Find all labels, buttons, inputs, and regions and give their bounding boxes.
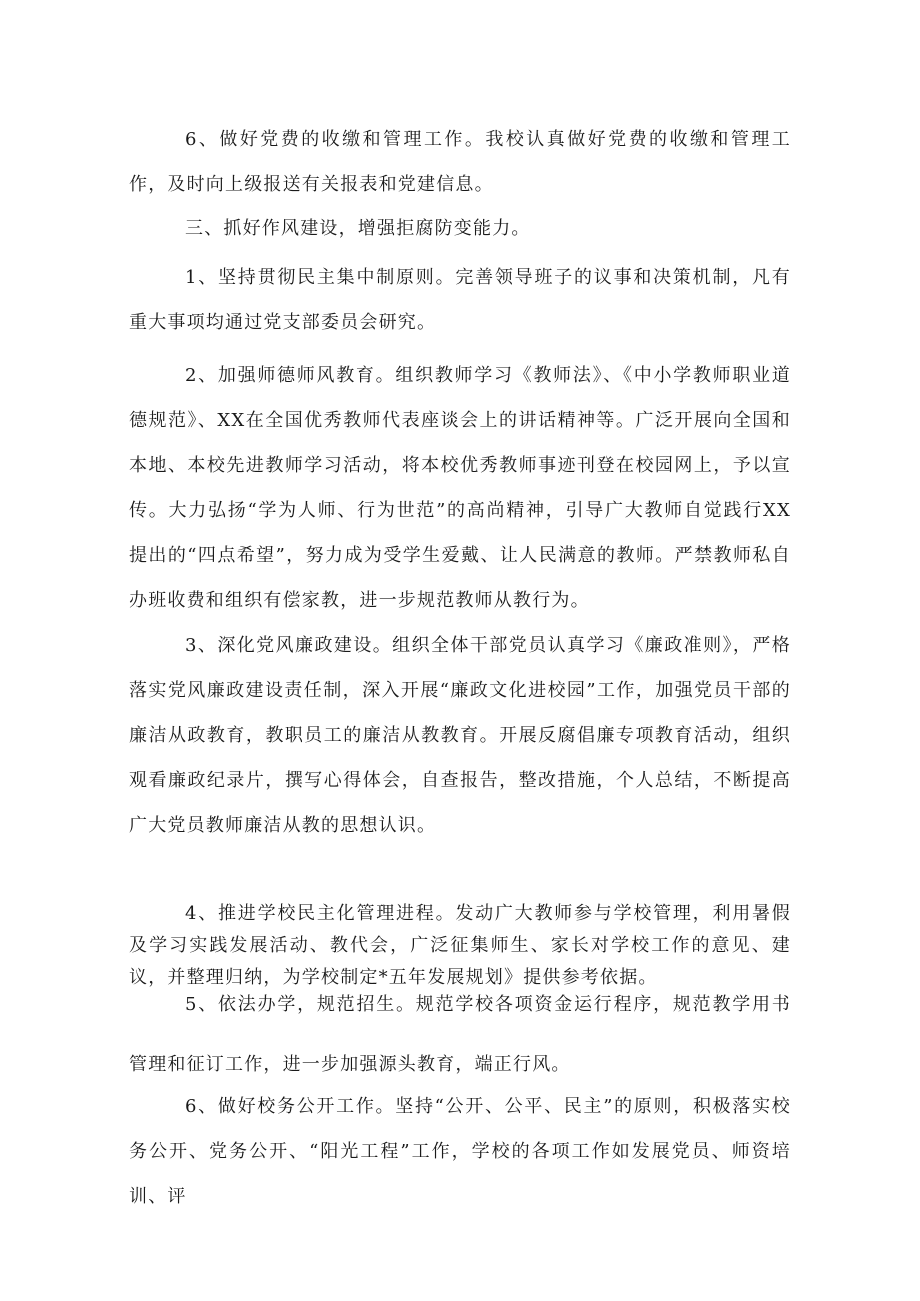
paragraph-teacher-ethics: 2、加强师德师风教育。组织教师学习《教师法》、《中小学教师职业道德规范》、XX在全国优秀教师代表座谈会上的讲话精神等。广泛开展向全国和本地、本校先进教师学习活动，将本校优秀教师事迹刊登在校园网上，予以宣传。大力弘扬“学为人师、行为世范”的高尚精神，引导广大教师自觉践行XX提出的“四点希望”，努力成为受学生爱戴、让人民满意的教师。严禁教师私自办班收费和组织有偿家教，进一步规范教师从教行为。 bbox=[129, 365, 791, 611]
paragraph-affairs-disclosure: 6、做好校务公开工作。坚持“公开、公平、民主”的原则，积极落实校务公开、党务公开、“阳光工程”工作，学校的各项工作如发展党员、师资培训、评 bbox=[129, 1096, 791, 1207]
paragraph-democratic-centralism: 1、坚持贯彻民主集中制原则。完善领导班子的议事和决策机制，凡有重大事项均通过党支部委员会研究。 bbox=[129, 267, 791, 333]
paragraph-democratic-management: 4、推进学校民主化管理进程。发动广大教师参与学校管理，利用暑假及学习实践发展活动、教代会，广泛征集师生、家长对学校工作的意见、建议，并整理归纳，为学校制定*五年发展规划》提供参考依据。 bbox=[129, 903, 791, 988]
paragraph-clean-government: 3、深化党风廉政建设。组织全体干部党员认真学习《廉政准则》，严格落实党风廉政建设责任制，深入开展“廉政文化进校园”工作，加强党员干部的廉洁从政教育，教职员工的廉洁从教教育。开展反腐倡廉专项教育活动，组织观看廉政纪录片，撰写心得体会，自查报告，整改措施，个人总结，不断提高广大党员教师廉洁从教的思想认识。 bbox=[129, 635, 791, 836]
section-heading-work-style: 三、抓好作风建设，增强拒腐防变能力。 bbox=[185, 218, 531, 239]
paragraph-party-dues: 6、做好党费的收缴和管理工作。我校认真做好党费的收缴和管理工作，及时向上级报送有关报表和党建信息。 bbox=[129, 129, 791, 195]
paragraph-law-based-schooling: 5、依法办学，规范招生。规范学校各项资金运行程序，规范教学用书管理和征订工作，进一步加强源头教育，端正行风。 bbox=[129, 994, 791, 1075]
